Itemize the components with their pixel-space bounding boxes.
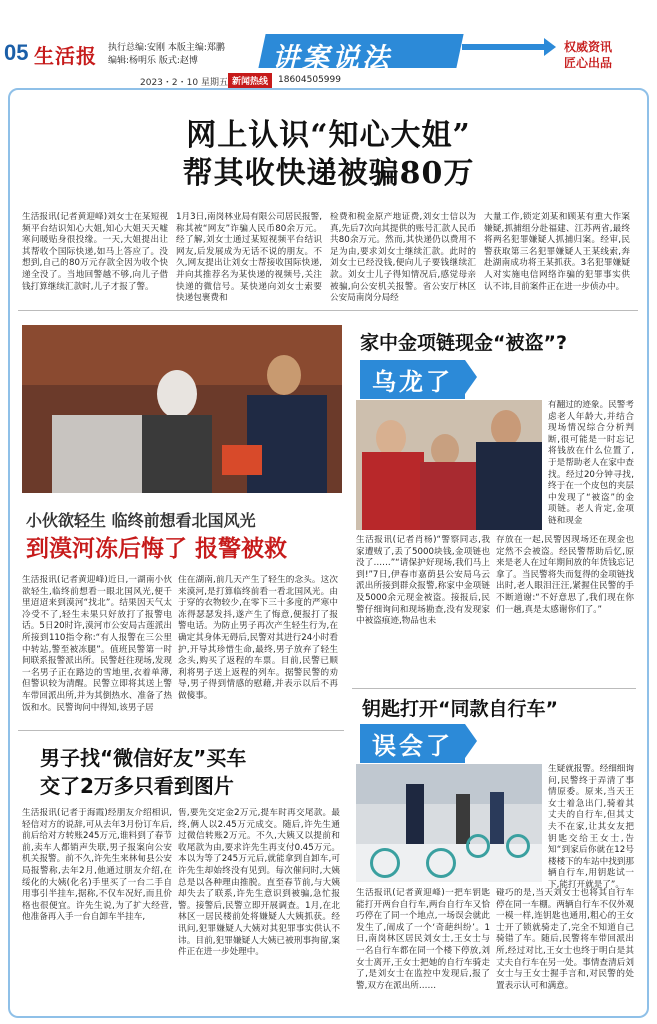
- page-header: [0, 0, 657, 88]
- story4-tag: 误会了: [360, 724, 465, 763]
- story2-col2: 住在湖南,前几天产生了轻生的念头。这次来漠河,是打算临终前看一看北国风光。由于穿的衣物较少,在零下三十多度的严寒中冻得瑟瑟发抖,遂产生了悔意,便报打了报警电话。为防止男子再次产生轻生行为,在确定其身体无碍后,民警对其进行24小时看护,开导其珍惜生命,最终,男子放弃了轻生念头,购买了返程的车票。目前,民警已顺利将男子送上返程的列车。据警民警的劝导,男子得到情感的慰藉,并表示以后不再做傻事。: [178, 575, 338, 701]
- story1-col3: 检费和税金原产地证费,刘女士信以为真,先后7次向其提供的账号汇款人民币共80余万元。然而,其快递仍以费用不足为由,要求刘女士继续汇款。此时的刘女士已经没钱,便向儿子要钱继续汇款。刘女士儿子得知情况后,感觉母亲被骗,向公安机关报警。省公安厅林区公安局南岗分局经: [330, 212, 476, 304]
- hotline-number: 18604505999: [278, 75, 341, 85]
- story5-title-line2: 交了2万多只看到图片: [40, 774, 234, 798]
- arrow-icon: [462, 44, 546, 50]
- story4-col-bottom-right: 碰巧的是,当天刘女士也将其自行车停在同一车棚。两辆自行车不仅外观一模一样,连钥匙也通用,粗心的王女士开了锁就骑走了,完全不知道自己骑错了车。随后,民警将车带回派出所,经过对比,王女士也终于明白是其丈夫自行车在另一处。事情查清后刘女士与王女士握手言和,对民警的处置表示认可和满意。: [496, 888, 634, 991]
- story3-col-bottom-left: 生活报讯(记者肖杨)“警察同志,我家遭贼了,丢了5000块钱,金项链也没了……”“请保护好现场,我们马上到!”7日,伊春市嘉荫县公安局乌云派出所接到群众报警,称家中金项链及5000余元现金被盗。接报后,民警仔细询问和现场勘查,没有发现家中被盗痕迹,物品也未: [356, 535, 490, 627]
- story2-subtitle: 小伙欲轻生 临终前想看北国风光: [26, 511, 256, 530]
- divider: [352, 688, 636, 689]
- story3-photo: [356, 400, 542, 530]
- story1-title-line1: 网上认识“知心大姐”: [186, 118, 471, 153]
- story4-col-bottom-left: 生活报讯(记者黄迎峰)一把车钥匙能打开两台自行车,两台自行车又恰巧停在了同一个地点,一场误会就此发生了,闹成了一个‘奇葩纠纷’。1日,南岗林区居民刘女士,王女士与一名自行车都在同一个楼下停放,刘女士离开,王女士把她的自行车骑走了,是刘女士在监控中发现后,报了警,双方在派出所……: [356, 888, 490, 991]
- paper-name: 生活报: [34, 44, 97, 68]
- divider: [18, 310, 638, 311]
- page-number: 05: [4, 40, 29, 65]
- story2-title: 到漠河冻后悔了 报警被救: [26, 536, 288, 562]
- story4-col-right: 生疑就报警。经细细询问,民警终于弄清了事情原委。原来,当天王女士着急出门,骑着其丈夫的自行车,但其丈夫不在家,让其女友把钥匙交给王女士,告知“到家后你就在12号楼楼下的车站中找到那辆自行车,用钥匙试一下,能打开就是了”。: [548, 764, 634, 888]
- slogan-1: 权威资讯: [564, 40, 613, 54]
- story1-col2: 1月3日,南岗林业局有限公司居民报警,称其被“网友”诈骗人民币80余万元。经了解,刘女士通过某短视频平台结识网友,后发展成为无话不说的朋友。不久,网友提出让刘女士帮接收国际快递,并向其推荐名为某快递的视频号,关注快递的微信号。某快递向刘女士索要快递包裹费和: [176, 212, 322, 304]
- story1-col4: 大量工作,锁定刘某和顾某有重大作案嫌疑,抓捕组分赴福建、江苏两省,最终将两名犯罪嫌疑人抓捕归案。经审,民警获取第三名犯罪嫌疑人王某线索,奔赴湖南成功将王某抓获。3名犯罪嫌疑人对实施电信网络诈骗的犯罪事实供认不讳,目前案件正在进一步侦办中。: [484, 212, 630, 292]
- story5-title-line1: 男子找“微信好友”买车: [40, 746, 247, 770]
- divider: [18, 730, 344, 731]
- story1-col1: 生活报讯(记者黄迎峰)刘女士在某短视频平台结识知心大姐,知心大姐天天嘘寒问暖贴身很投缘。一天,大姐提出让其帮收个国际快递,如马上答应了。没想到,自己的80万元存款全因为收个快递全没了。当地回警越不够,向儿子借钱打算继续汇款时,儿子才报了警。: [22, 212, 168, 292]
- story3-tag: 乌龙了: [360, 360, 465, 399]
- hotline-label: 新闻热线: [228, 73, 272, 88]
- story3-col-bottom-right: 存放在一起,民警因现场还在现金也定然不会被盗。经民警帮助后忆,原来是老人在过年期间放的年货钱忘记拿了。当民警将失而复得的金项链找出时,老人眼泪汪汪,紧握住民警的手不断道谢:“不好意思了,我们现在你们一趟,真是太感谢你们了。”: [496, 535, 634, 615]
- story2-col1: 生活报讯(记者黄迎峰)近日,一湖南小伙欲轻生,临终前想看一眼北国风光,便千里迢迢来到漠河“找北”。结果因天气太冷受不了,轻生未果只好放打了报警电话。5日20时许,漠河市公安局古莲派出所接到110指令称:“有人报警在三公里中转站,警至被冻腿”。值班民警第一时间联系报警派出所。民警赶往现场,发现一名男子正在路边的雪地里,衣着单薄,但警识较为清醒。民警立即将其送上警车带回派出所,并为其倒热水、准备了热饭和水。民警询问中得知,该男子居: [22, 575, 172, 713]
- editor-line-2: 编辑:杨明乐 版式:赵博: [108, 56, 198, 66]
- story3-title: 家中金项链现金“被盗”?: [360, 332, 567, 354]
- slogan-2: 匠心出品: [564, 56, 613, 70]
- story1-title-line2: 帮其收快递被骗80万: [182, 156, 475, 191]
- story3-col-right: 有翻过的迹象。民警考虑老人年龄大,并结合现场情况综合分析判断,很可能是一时忘记将钱放在什么位置了,于是帮助老人在家中查找。经过20分钟寻找,终于在一个皮包的夹层中发现了“被盗”的金项链。老人肯定,金项链和现金: [548, 400, 634, 526]
- story4-title: 钥匙打开“同款自行车”: [362, 698, 558, 720]
- editor-line-1: 执行总编:安刚 本版主编:郑鹏: [108, 43, 225, 53]
- section-banner: 讲案说法: [272, 43, 392, 74]
- story2-photo: [22, 325, 342, 493]
- story4-photo: [356, 764, 542, 882]
- story5-col2: 售,要先交定金2万元,提车时再交尾款。最终,俩人以2.45万元成交。随后,许先生通过微信转账2万元。不久,大姨又以提前和收尾款为由,要求许先生再支付0.45万元。本以为等了245万元后,就能拿到自卸车,可许先生却始终没有见到。每次催问时,大姨总是以各种理由推脱。直至春节前,与大姨却失去了联系,许先生意识到被骗,急忙报警。接警后,民警立即开展调查。1月,在北林区一居民楼前处将嫌疑人大姨抓获。经讯问,犯罪嫌疑人大姨对其犯罪事实供认不讳。目前,犯罪嫌疑人大姨已被刑事拘留,案件正在进一步处理中。: [178, 808, 340, 958]
- issue-date: 2023・2・10 星期五: [140, 78, 228, 88]
- story5-col1: 生活报讯(记者于海霞)经朋友介绍相识,轻信对方的说辞,可从去年3月份订车后,前后给对方转账245万元,谁料到了春节前,卖车人都销声失联,男子报案向公安机关报警。前不久,许先生来林甸县公安局报警称,去年2月,他通过朋友介绍,在绥化的大姨(化名)手里买了一台二手自用事引半挂车,据称,不仅车况好,而且价格也很便宜。许先生说,为了扩大经营,他准备再入手一台自卸车半挂车,: [22, 808, 172, 923]
